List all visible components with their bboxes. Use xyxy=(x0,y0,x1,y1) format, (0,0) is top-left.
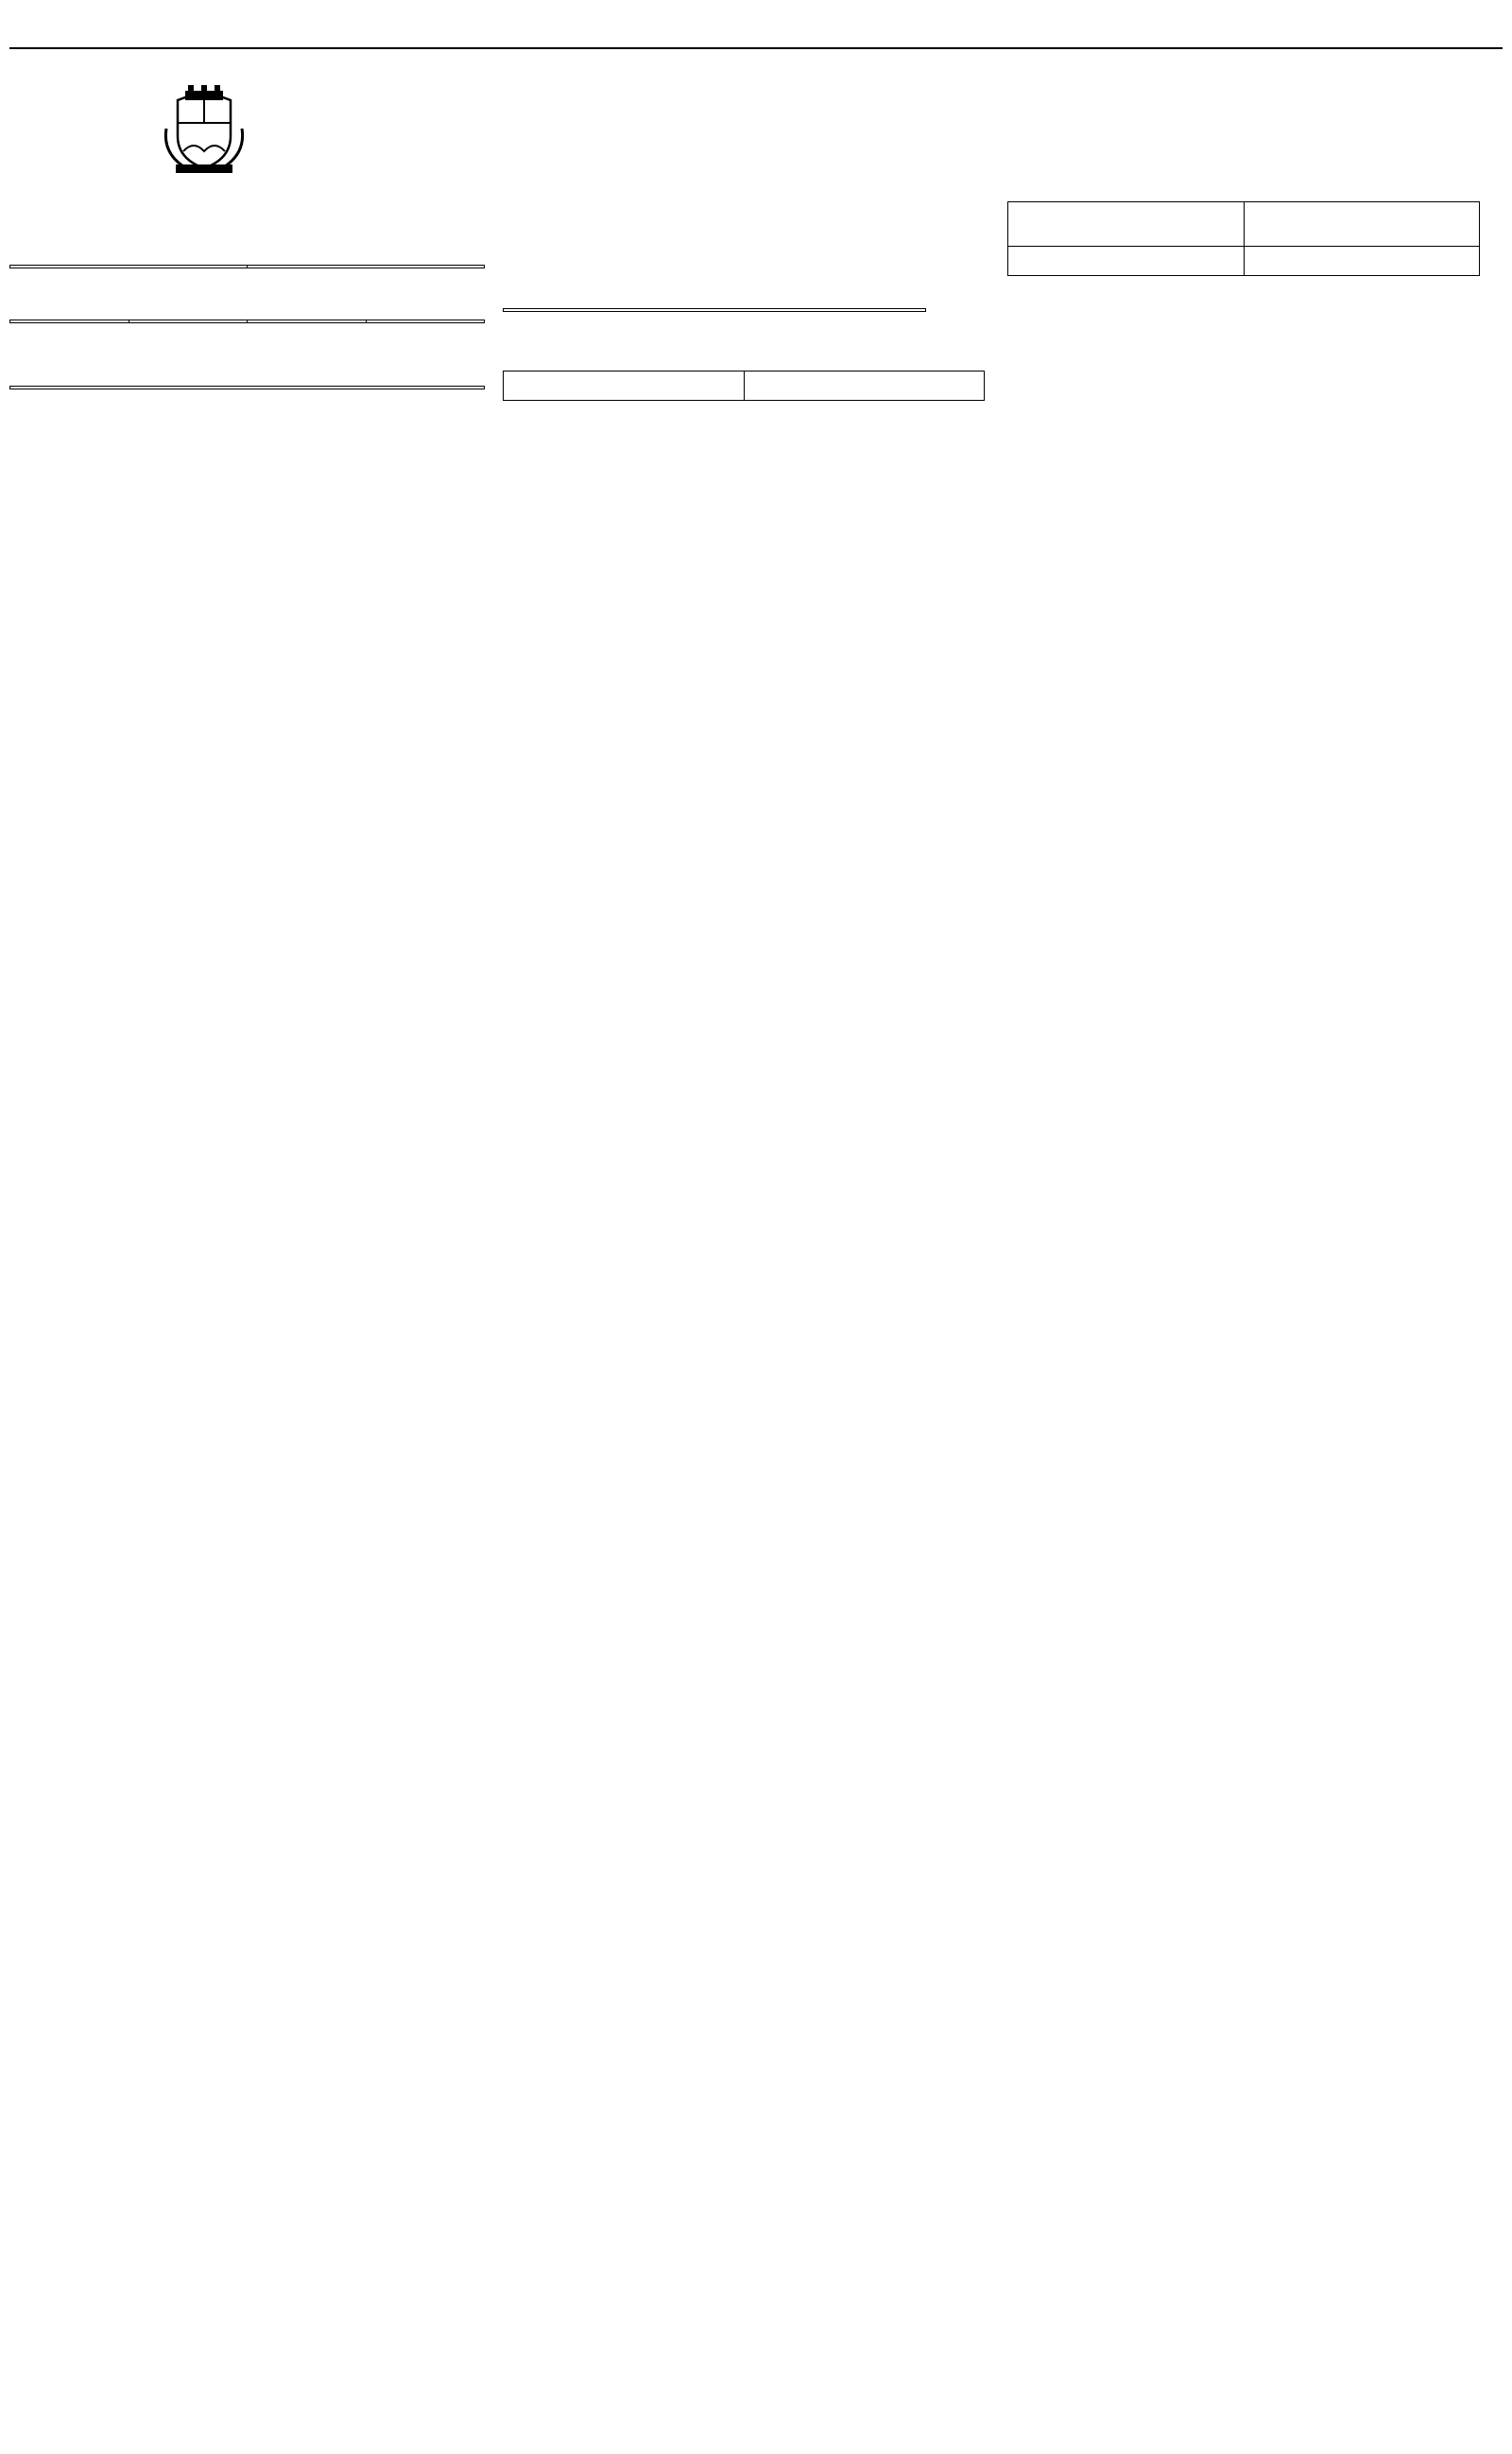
padrao-header xyxy=(504,372,745,401)
categoria-header xyxy=(10,320,129,322)
vencimento-cell xyxy=(1244,247,1480,276)
column-lei-122 xyxy=(9,199,485,399)
header-rule xyxy=(9,47,1503,49)
municipal-crest-icon xyxy=(157,81,251,176)
column-lei-123 xyxy=(503,199,985,401)
padrao-referencial-table xyxy=(1007,201,1480,276)
vencimentos-table-lc-40 xyxy=(9,265,485,268)
nivel-header xyxy=(248,320,367,322)
padrao-cell xyxy=(1008,247,1245,276)
vencimento-header xyxy=(744,372,985,401)
referencias-header xyxy=(366,320,485,322)
padrao-referencial-table xyxy=(503,371,985,401)
padrao-header xyxy=(1008,202,1245,247)
referencias-table-lc-50 xyxy=(9,320,485,323)
subheader xyxy=(10,265,248,268)
classe-header xyxy=(129,320,248,322)
vencimento-header xyxy=(1244,202,1480,247)
column-anexos xyxy=(1007,201,1480,302)
